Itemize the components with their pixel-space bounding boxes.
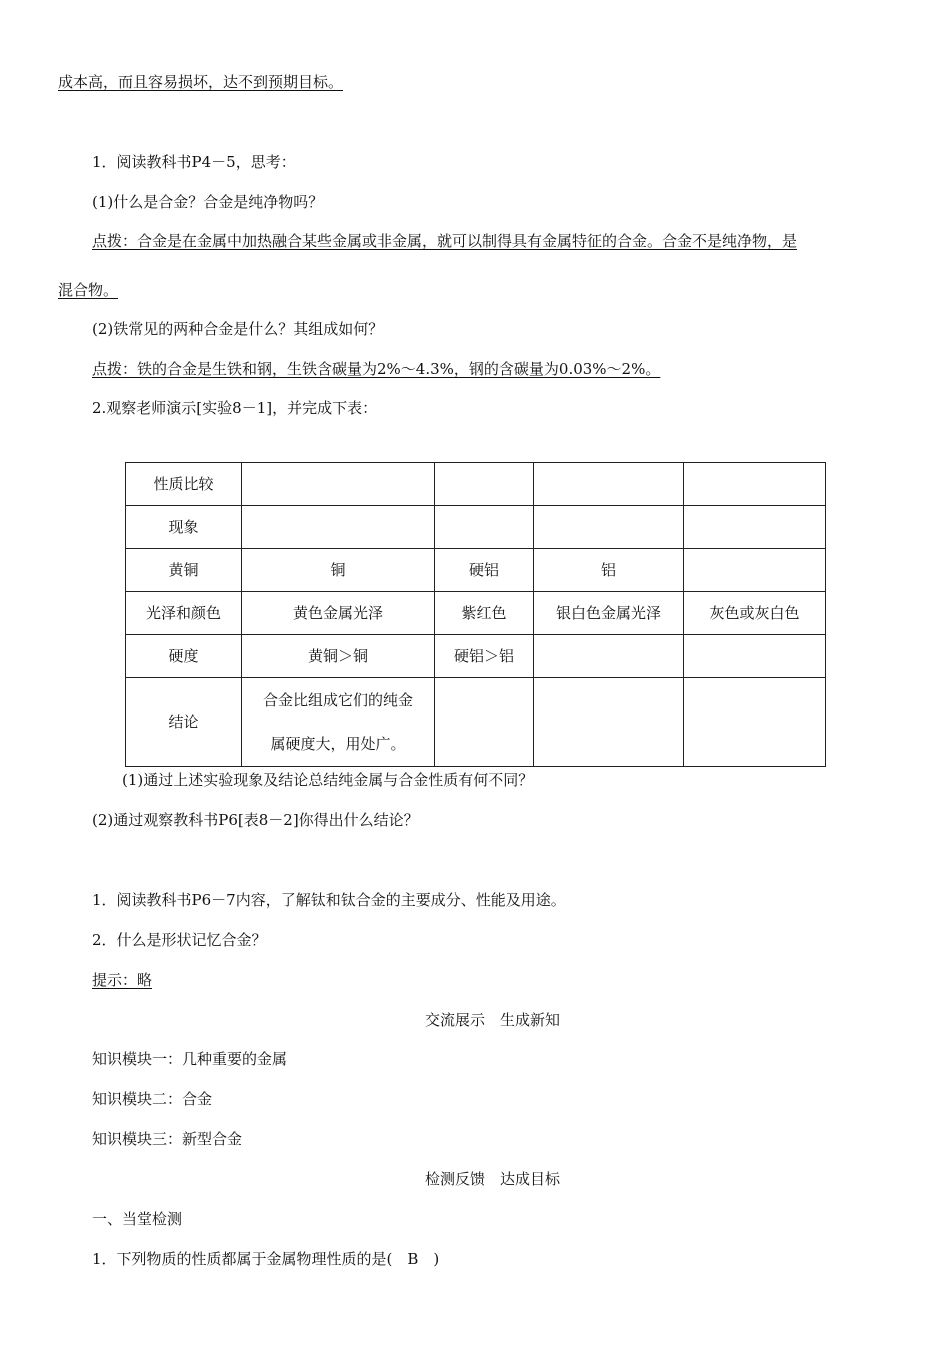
table-cell [534,635,684,678]
table-row [126,678,826,767]
knowledge-module: 知识模块三：新型合金 [92,1130,243,1148]
table-cell: 硬度 [126,635,242,678]
question-heading: 1．阅读教科书P4－5，思考： [92,153,296,171]
table-cell [435,678,534,767]
table-cell [684,549,826,592]
question-text: (1)通过上述实验现象及结论总结纯金属与合金性质有何不同？ [122,771,534,789]
table-cell: 黄铜＞铜 [242,635,435,678]
hint-text-continued: 混合物。 [58,281,119,299]
table-cell: 性质比较 [126,463,242,506]
table-cell [534,506,684,549]
table-cell: 铜 [242,549,435,592]
table-cell [435,463,534,506]
question-text: (2)通过观察教科书P6[表8－2]你得出什么结论？ [92,811,419,829]
table-cell [684,463,826,506]
table-cell: 硬铝＞铝 [435,635,534,678]
section-title: 检测反馈 达成目标 [424,1170,560,1188]
table-cell: 结论 [126,678,242,767]
table-cell: 黄色金属光泽 [242,592,435,635]
table-row [126,635,826,678]
table-cell: 灰色或灰白色 [684,592,826,635]
table-cell [684,635,826,678]
table-row [126,506,826,549]
conclusion-line: 合金比组成它们的纯金 [262,691,413,709]
question-text: (2)铁常见的两种合金是什么？其组成如何？ [92,320,384,338]
table-cell: 硬铝 [435,549,534,592]
hint-text: 点拨：铁的合金是生铁和钢，生铁含碳量为2%～4.3%，钢的含碳量为0.03%～2%。 [92,360,661,378]
table-cell [242,463,435,506]
table-row [126,463,826,506]
knowledge-module: 知识模块一：几种重要的金属 [92,1050,288,1068]
table-cell [242,506,435,549]
text-line: 成本高，而且容易损坏，达不到预期目标。 [58,73,344,91]
table-cell: 紫红色 [435,592,534,635]
table-cell-conclusion [242,678,435,767]
knowledge-module: 知识模块二：合金 [92,1090,213,1108]
table-cell [684,678,826,767]
table-cell: 光泽和颜色 [126,592,242,635]
table-cell: 黄铜 [126,549,242,592]
table-row [126,549,826,592]
question-heading: 1．下列物质的性质都属于金属物理性质的是( B ) [92,1250,440,1268]
table-cell: 现象 [126,506,242,549]
table-row [126,592,826,635]
hint-text: 提示：略 [92,971,153,989]
table-cell [534,463,684,506]
question-heading: 2．什么是形状记忆合金？ [92,931,267,949]
table-cell: 铝 [534,549,684,592]
conclusion-line: 属硬度大，用处广。 [270,735,406,753]
question-heading: 2.观察老师演示[实验8－1]，并完成下表： [92,399,378,417]
table-cell [684,506,826,549]
question-text: (1)什么是合金？合金是纯净物吗？ [92,193,324,211]
question-heading: 1．阅读教科书P6－7内容，了解钛和钛合金的主要成分、性能及用途。 [92,891,566,909]
property-comparison-table [125,462,826,767]
section-title: 交流展示 生成新知 [424,1011,560,1029]
table-cell [534,678,684,767]
hint-text: 点拨：合金是在金属中加热融合某些金属或非金属，就可以制得具有金属特征的合金。合金不是纯净物，是 [92,232,798,250]
table-cell: 银白色金属光泽 [534,592,684,635]
table-cell [435,506,534,549]
subsection-title: 一、当堂检测 [92,1210,183,1228]
